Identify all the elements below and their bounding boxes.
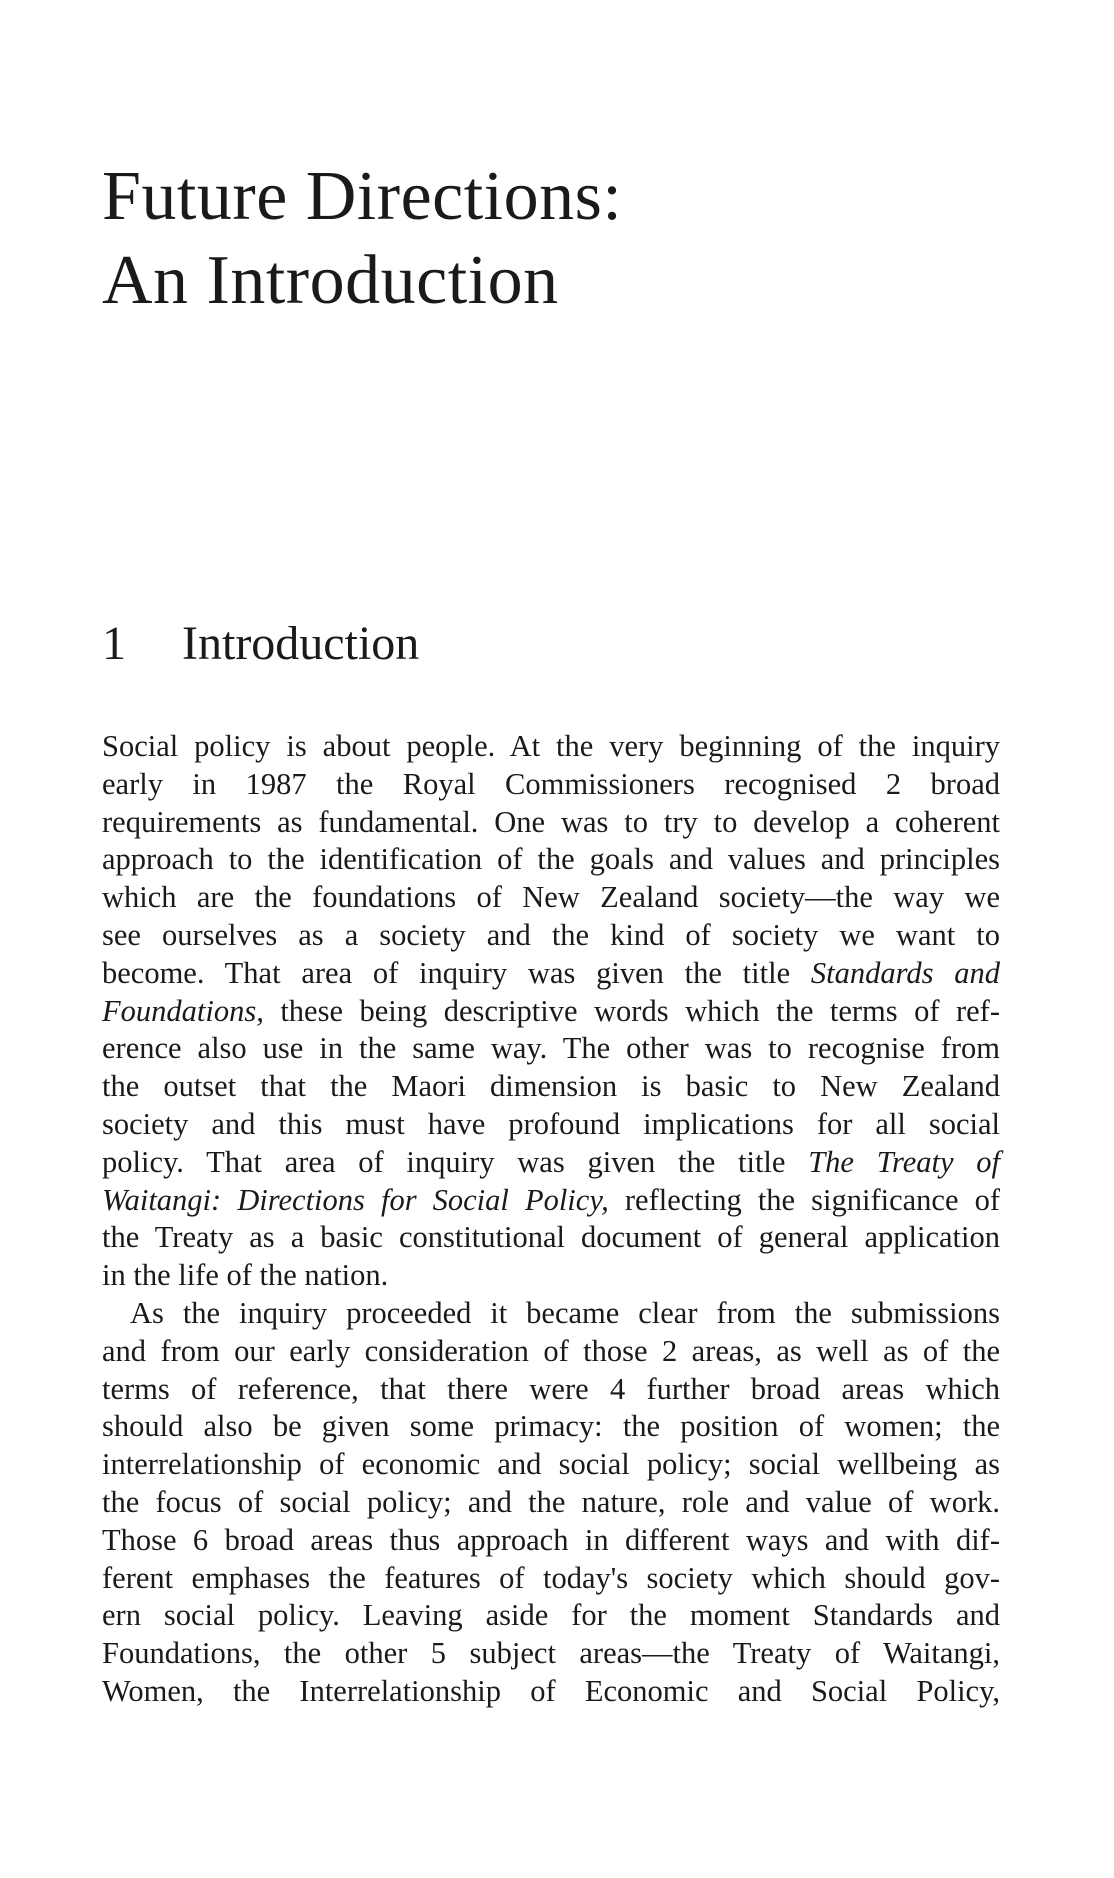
text-line: requirements as fundamental. One was to try to develop a coherent — [102, 804, 1000, 839]
text-line: the Treaty as a basic constitutional document of general application — [102, 1220, 1000, 1255]
chapter-title-line-1: Future Directions: — [102, 158, 623, 235]
text-line: the focus of social policy; and the nature, role and value of work. — [102, 1484, 1000, 1519]
text-line: see ourselves as a society and the kind of society we want to — [102, 917, 1000, 952]
text-line — [102, 1144, 1000, 1182]
text-line: Women, the Interrelationship of Economic and Social Policy, — [102, 1673, 1000, 1708]
text-line: society and this must have profound implications for all social — [102, 1106, 1000, 1141]
text-line: the outset that the Maori dimension is basic to New Zealand — [102, 1069, 1000, 1104]
italic-title-run: Foundations, — [102, 993, 264, 1028]
text-line: terms of reference, that there were 4 further broad areas which — [102, 1371, 1000, 1406]
text-run: reflecting the significance of — [608, 1182, 1000, 1217]
text-line: ern social policy. Leaving aside for the moment Standards and — [102, 1598, 1000, 1633]
text-line: in the life of the nation. — [102, 1258, 389, 1293]
chapter-title-line-2: An Introduction — [102, 242, 559, 319]
text-run: these being descriptive words which the terms of ref- — [263, 993, 1000, 1028]
text-line — [102, 955, 1000, 993]
text-line: erence also use in the same way. The other was to recognise from — [102, 1031, 1000, 1066]
text-line: which are the foundations of New Zealand society—the way we — [102, 880, 1000, 915]
text-line: interrelationship of economic and social policy; social wellbeing as — [102, 1447, 1000, 1482]
text-line — [102, 1182, 1000, 1220]
text-line: should also be given some primacy: the position of women; the — [102, 1409, 1000, 1444]
italic-title-run: The Treaty of — [808, 1144, 1001, 1179]
section-heading — [102, 614, 1002, 674]
section-title: Introduction — [182, 617, 420, 670]
italic-title-run: Waitangi: Directions for Social Policy, — [102, 1182, 609, 1217]
italic-title-run: Standards and — [810, 955, 1000, 990]
chapter-title — [102, 155, 1002, 323]
text-line — [102, 993, 1000, 1031]
text-line: Social policy is about people. At the very beginning of the inquiry — [102, 729, 1000, 763]
text-run: become. That area of inquiry was given the title — [102, 955, 811, 990]
text-line: early in 1987 the Royal Commissioners recognised 2 broad — [102, 766, 1000, 801]
text-line: Foundations, the other 5 subject areas—the Treaty of Waitangi, — [102, 1636, 1000, 1671]
body-text — [102, 728, 1000, 1711]
text-line: ferent emphases the features of today's society which should gov- — [102, 1560, 1000, 1595]
text-line: approach to the identification of the goals and values and principles — [102, 842, 1000, 877]
text-line: Those 6 broad areas thus approach in different ways and with dif- — [102, 1522, 1000, 1557]
text-run: policy. That area of inquiry was given the title — [102, 1144, 809, 1179]
section-number: 1 — [102, 617, 126, 670]
paragraph-2 — [102, 1295, 1000, 1711]
paragraph-1 — [102, 728, 1000, 1295]
text-line: and from our early consideration of those 2 areas, as well as of the — [102, 1333, 1000, 1368]
text-line: As the inquiry proceeded it became clear from the submissions — [130, 1295, 1000, 1330]
